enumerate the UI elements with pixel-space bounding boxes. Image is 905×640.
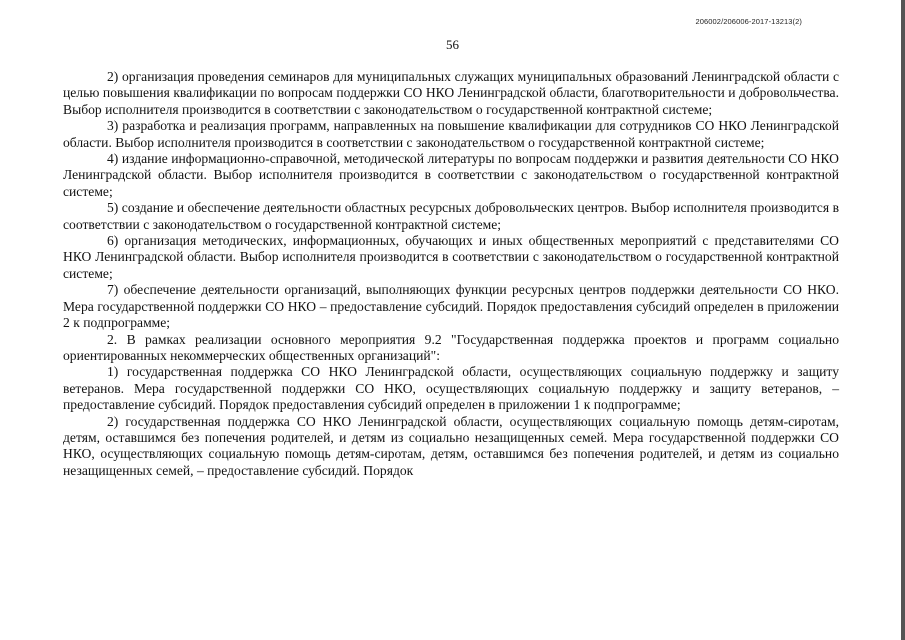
document-id: 206002/206006-2017-13213(2) — [695, 17, 802, 26]
paragraph-item-6-events: 6) организация методических, информационных, обучающих и иных общественных мероприятий с представителями СО НКО Ленинградской области. Выбор исполнителя производится в соответствии с законодательством о государственной контрактной системе; — [63, 233, 839, 281]
paragraph-item-5-volunteer-centers: 5) создание и обеспечение деятельности областных ресурсных добровольческих центров. Выбор исполнителя производится в соответствии с законодательством о государственной контрактной системе; — [63, 200, 839, 232]
paragraph-item-1-veterans: 1) государственная поддержка СО НКО Ленинградской области, осуществляющих социальную поддержку и защиту ветеранов. Мера государственной поддержки СО НКО, осуществляющих социальную поддержку и защиту ветеранов, – предоставление субсидий. Порядок предоставления субсидий определен в приложении 1 к подпрограмме; — [63, 364, 839, 413]
paragraph-item-2-seminars: 2) организация проведения семинаров для муниципальных служащих муниципальных образований Ленинградской области с целью повышения квалификации по вопросам поддержки СО НКО Ленинградской области, благотворительности и добровольчества. Выбор исполнителя производится в соответствии с законодательством о государственной контрактной системе; — [63, 69, 839, 117]
paragraph-item-2-orphans: 2) государственная поддержка СО НКО Ленинградской области, осуществляющих социальную помощь детям-сиротам, детям, оставшимся без попечения родителей, и детям из социально незащищенных семей. Мера государственной поддержки СО НКО, осуществляющих социальную помощь детям-сиротам, детям, оставшимся без попечения родителей, и детям из социально незащищенных семей, – предоставление субсидий. Порядок — [63, 413, 839, 478]
paragraph-item-7-resource-centers: 7) обеспечение деятельности организаций, выполняющих функции ресурсных центров поддержки деятельности СО НКО. Мера государственной поддержки СО НКО – предоставление субсидий. Порядок предоставления субсидий определен в приложении 2 к подпрограмме; — [63, 282, 839, 331]
paragraph-item-4-publications: 4) издание информационно-справочной, методической литературы по вопросам поддержки и развития деятельности СО НКО Ленинградской области. Выбор исполнителя производится в соответствии с законодательством о государственной контрактной системе; — [63, 151, 839, 199]
document-body — [63, 69, 839, 479]
paragraph-item-3-training-programs: 3) разработка и реализация программ, направленных на повышение квалификации для сотрудников СО НКО Ленинградской области. Выбор исполнителя производится в соответствии с законодательством о государственной контрактной системе; — [63, 118, 839, 150]
paragraph-section-9-2: 2. В рамках реализации основного мероприятия 9.2 "Государственная поддержка проектов и программ социально ориентированных некоммерческих общественных организаций": — [63, 331, 839, 363]
scan-edge-divider — [901, 0, 905, 640]
page-number: 56 — [446, 37, 459, 52]
